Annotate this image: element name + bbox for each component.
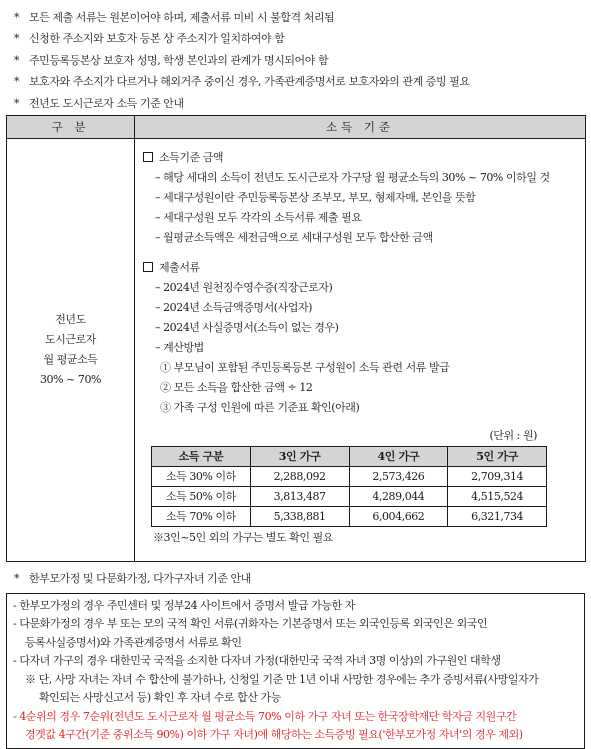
calc-step: ③ 가족 구성 인원에 따른 기준표 확인(아래) (160, 400, 360, 414)
note-marker: * (14, 75, 20, 89)
note-text: 주민등록등본상 보호자 성명, 학생 본인과의 관계가 명시되어야 함 (29, 53, 329, 67)
table-row (152, 466, 547, 486)
income-threshold-table (151, 446, 547, 527)
section2-line: 확인되는 사망신고서 등) 확인 후 자녀 수로 합산 가능 (39, 691, 281, 705)
row-label-line: 전년도 (55, 312, 86, 326)
list-item-text: 해당 세대의 소득이 전년도 도시근로자 가구당 월 평균소득의 30% ~ 70% 이하일 것 (163, 170, 550, 184)
note-marker: * (14, 571, 20, 585)
list-item: – 세대구성원 모두 각각의 소득서류 제출 필요 (155, 210, 362, 224)
col-header: 소득 구분 (152, 446, 251, 466)
section2-title-text: 한부모가정 및 다문화가정, 다가구자녀 기준 안내 (29, 571, 251, 585)
row-label-line: 월 평균소득 (43, 352, 98, 366)
notes-list (6, 7, 585, 114)
section2-line: - 다자녀 가구의 경우 대한민국 국적을 소지한 다자녀 가정(대한민국 국적 자녀 3명 이상)의 가구원인 대학생 (13, 654, 501, 668)
table-cell: 3,813,487 (250, 486, 349, 506)
note-item (6, 71, 585, 92)
table-row (152, 506, 547, 526)
list-item: – 월평균소득액은 세전금액으로 세대구성원 모두 합산한 금액 (155, 230, 433, 244)
table-cell: 6,004,662 (349, 506, 448, 526)
section2-line-highlight: 경곗값 4구간(기준 중위소득 90%) 이하 가구 자녀)에 해당하는 소득증빙 필요('한부모가정 자녀'의 경우 제외) (25, 728, 523, 742)
section2-line: - 다문화가정의 경우 부 또는 모의 국적 확인 서류(귀화자는 기본증명서 또는 외국인등록 외국인은 외국인 (13, 617, 488, 631)
note-text: 전년도 도시근로자 소득 기준 안내 (29, 96, 184, 110)
note-text: 보호자와 주소지가 다르거나 해외거주 중이신 경우, 가족관계증명서로 보호자와의 관계 증빙 필요 (29, 75, 470, 89)
income-table-note: ※3인~5인 외의 가구는 별도 확인 필요 (153, 530, 333, 544)
list-item-text: 2024년 사실증명서(소득이 없는 경우) (163, 320, 339, 334)
row-label-line: 30% ~ 70% (39, 372, 102, 386)
table-cell: 5,338,881 (250, 506, 349, 526)
list-item: – 2024년 원천징수영수증(직장근로자) (155, 280, 333, 294)
section-title: 제출서류 (159, 260, 200, 274)
note-marker: * (14, 53, 20, 67)
list-item-text: 계산방법 (163, 340, 204, 354)
list-item-text: 2024년 소득금액증명서(사업자) (163, 300, 312, 314)
table-cell: 소득 50% 이하 (152, 486, 251, 506)
table-cell: 2,288,092 (250, 466, 349, 486)
note-item (6, 93, 585, 114)
note-item (6, 7, 585, 28)
calc-step: ② 모든 소득을 합산한 금액 ÷ 12 (160, 380, 313, 394)
section-title: 소득기준 금액 (159, 150, 224, 164)
list-item: – 해당 세대의 소득이 전년도 도시근로자 가구당 월 평균소득의 30% ~ 70% 이하일 것 (155, 170, 550, 184)
table-cell: 소득 70% 이하 (152, 506, 251, 526)
section2-box (6, 593, 585, 749)
list-item-text: 2024년 원천징수영수증(직장근로자) (163, 280, 333, 294)
col-header: 4인 가구 (349, 446, 448, 466)
list-item-text: 세대구성원 모두 각각의 소득서류 제출 필요 (163, 210, 362, 224)
section2-line: 등록사실증명서)와 가족관계증명서 서류로 확인 (25, 635, 242, 649)
list-item-text: 월평균소득액은 세전금액으로 세대구성원 모두 합산한 금액 (163, 230, 433, 244)
table-cell: 2,709,314 (448, 466, 547, 486)
list-item: – 계산방법 (155, 340, 204, 354)
row-label-line: 도시근로자 (45, 332, 96, 346)
list-item: – 세대구성원이란 주민등록등본상 조부모, 부모, 형제자매, 본인을 뜻함 (155, 190, 476, 204)
criteria-cell (135, 138, 586, 561)
table-header-row (7, 115, 586, 138)
income-criteria-table (6, 115, 586, 562)
section2-line-highlight: - 4순위의 경우 7순위(전년도 도시근로자 월 평균소득 70% 이하 가구 자녀 또는 한국장학재단 학자금 지원구간 (13, 709, 517, 723)
table-header-row (152, 446, 547, 466)
note-item (6, 50, 585, 71)
table-cell: 소득 30% 이하 (152, 466, 251, 486)
note-text: 모든 제출 서류는 원본이어야 하며, 제출서류 미비 시 불합격 처리됨 (29, 11, 335, 24)
col-header-category: 구 분 (7, 115, 135, 138)
note-marker: * (14, 96, 20, 110)
table-row (7, 138, 586, 561)
table-cell: 4,515,524 (448, 486, 547, 506)
row-label (7, 138, 135, 561)
col-header: 5인 가구 (448, 446, 547, 466)
section2-line: - 한부모가정의 경우 주민센터 및 정부24 사이트에서 증명서 발급 가능한 자 (13, 598, 355, 612)
list-item: – 2024년 사실증명서(소득이 없는 경우) (155, 320, 339, 334)
calc-step: ① 부모님이 포함된 주민등록등본 구성원이 소득 관련 서류 발급 (160, 360, 450, 374)
list-item-text: 세대구성원이란 주민등록등본상 조부모, 부모, 형제자매, 본인을 뜻함 (163, 190, 476, 204)
note-text: 신청한 주소지와 보호자 등본 상 주소지가 일치하여야 함 (29, 32, 285, 46)
table-cell: 2,573,426 (349, 466, 448, 486)
table-row (152, 486, 547, 506)
section2-line: ※ 단, 사망 자녀는 자녀 수 합산에 불가하나, 신청일 기준 만 1년 이내 사망한 경우에는 추가 증빙서류(사망일자가 (25, 672, 539, 686)
unit-label: (단위 : 원) (489, 428, 537, 442)
table-cell: 4,289,044 (349, 486, 448, 506)
note-marker: * (14, 32, 20, 46)
col-header: 3인 가구 (250, 446, 349, 466)
section-documents (143, 258, 577, 278)
section-income-amount (143, 148, 577, 168)
table-cell: 6,321,734 (448, 506, 547, 526)
checkbox-square-icon (143, 152, 153, 162)
list-item: – 2024년 소득금액증명서(사업자) (155, 300, 312, 314)
section2-title (6, 567, 585, 590)
checkbox-square-icon (143, 262, 153, 272)
note-item (6, 28, 585, 49)
col-header-criteria: 소득 기준 (135, 115, 586, 138)
note-marker: * (14, 11, 20, 24)
